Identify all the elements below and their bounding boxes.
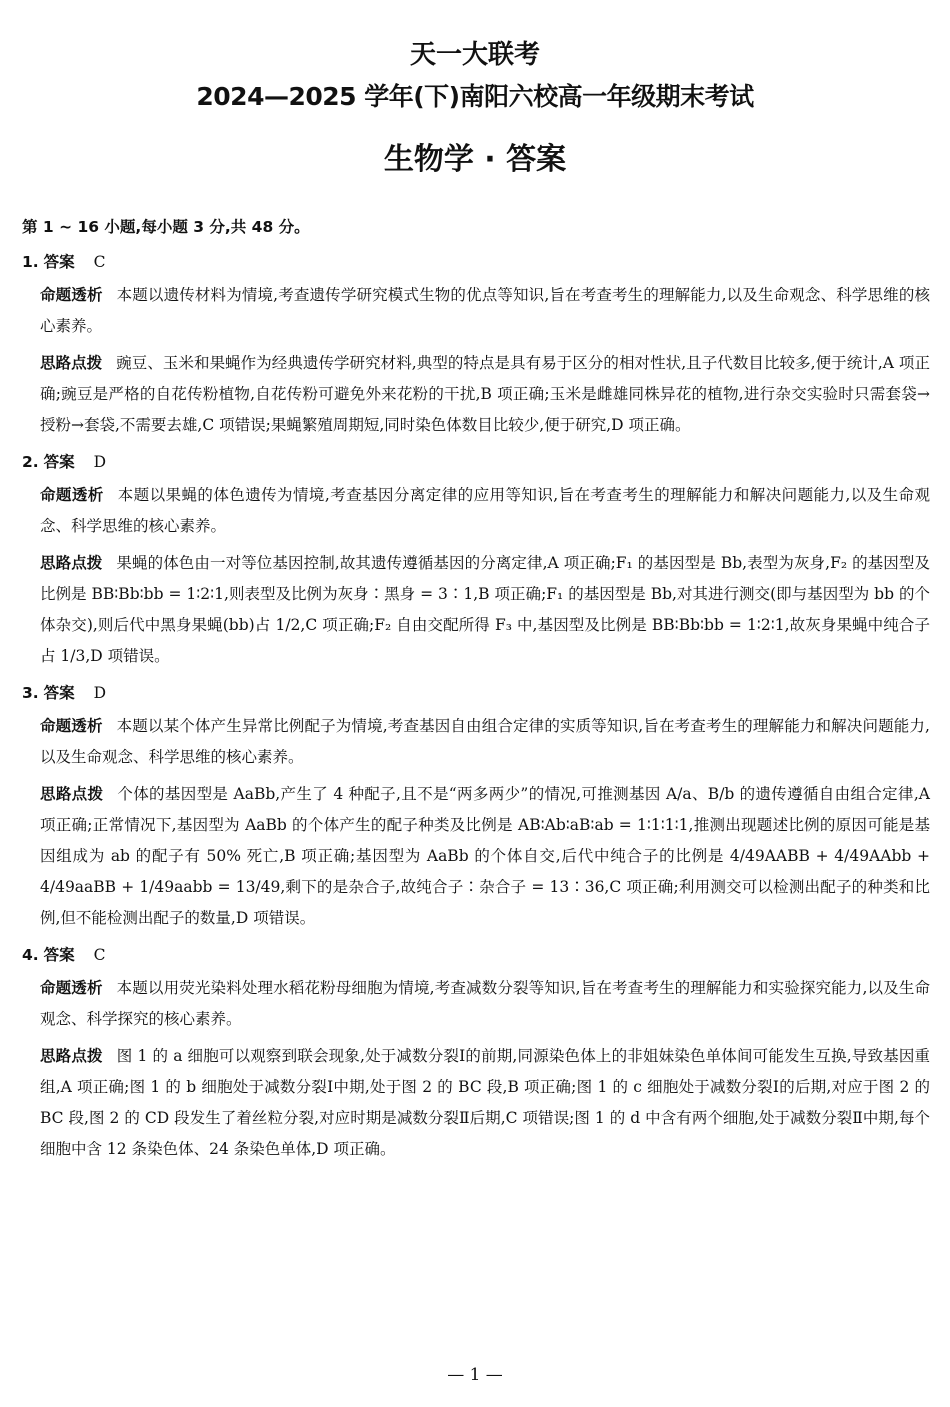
hint-paragraph [22, 348, 930, 441]
analysis-paragraph [22, 711, 930, 773]
answer-label: 答案 [43, 684, 75, 702]
hint-text: 图 1 的 a 细胞可以观察到联会现象,处于减数分裂Ⅰ的前期,同源染色体上的非姐妹染色单体间可能发生互换,导致基因重组,A 项正确;图 1 的 b 细胞处于减数分裂Ⅰ中期,处于图 2 的 BC 段,B 项正确;图 1 的 c 细胞处于减数分裂Ⅰ的后期,对应于图 2 的 BC 段,图 2 的 CD 段发生了着丝粒分裂,对应时期是减数分裂Ⅱ后期,C 项错误;图 1 的 d 中含有两个细胞,处于减数分裂Ⅱ中期,每个细胞中含 12 条染色体、24 条染色单体,D 项正确。 [40, 1047, 930, 1158]
analysis-label: 命题透析 [40, 286, 103, 304]
answer-value: C [93, 253, 106, 271]
question-number: 2. [22, 453, 39, 471]
question-header [22, 447, 930, 478]
hint-label: 思路点拨 [40, 785, 104, 803]
analysis-paragraph [22, 973, 930, 1035]
hint-text: 豌豆、玉米和果蝇作为经典遗传学研究材料,典型的特点是具有易于区分的相对性状,且子代数目比较多,便于统计,A 项正确;豌豆是严格的自花传粉植物,自花传粉可避免外来花粉的干扰,B 项正确;玉米是雌雄同株异花的植物,进行杂交实验时只需套袋→授粉→套袋,不需要去雄,C 项错误;果蝇繁殖周期短,同时染色体数目比较少,便于研究,D 项正确。 [40, 354, 930, 434]
answer-value: D [93, 684, 107, 702]
analysis-paragraph [22, 480, 930, 542]
exam-series-title: 天一大联考 [409, 40, 540, 70]
question-number: 3. [22, 684, 39, 702]
question-block-1 [22, 247, 930, 441]
answer-label: 答案 [43, 453, 75, 471]
analysis-text: 本题以遗传材料为情境,考查遗传学研究模式生物的优点等知识,旨在考查考生的理解能力,以及生命观念、科学思维的核心素养。 [40, 286, 930, 335]
section-note: 第 1 ~ 16 小题,每小题 3 分,共 48 分。 [22, 218, 310, 236]
analysis-text: 本题以某个体产生异常比例配子为情境,考查基因自由组合定律的实质等知识,旨在考查考生的理解能力和解决问题能力,以及生命观念、科学思维的核心素养。 [40, 717, 930, 766]
question-block-3 [22, 678, 930, 934]
page-number: — 1 — [447, 1365, 503, 1385]
hint-text: 个体的基因型是 AaBb,产生了 4 种配子,且不是“两多两少”的情况,可推测基因 A/a、B/b 的遗传遵循自由组合定律,A 项正确;正常情况下,基因型为 AaBb 的个体产生的配子种类及比例是 AB∶Ab∶aB∶ab = 1∶1∶1∶1,推测出现题述比例的原因可能是基因组成为 ab 的配子有 50% 死亡,B 项正确;基因型为 AaBb 的个体自交,后代中纯合子的比例是 4/49AABB + 4/49AAbb + 4/49aaBB + 1/49aabb = 13/49,剩下的是杂合子,故纯合子∶杂合子 = 13∶36,C 项正确;利用测交可以检测出配子的种类和比例,但不能检测出配子的数量,D 项错误。 [40, 785, 930, 927]
analysis-text: 本题以果蝇的体色遗传为情境,考查基因分离定律的应用等知识,旨在考查考生的理解能力和解决问题能力,以及生命观念、科学思维的核心素养。 [40, 486, 930, 535]
analysis-paragraph [22, 280, 930, 342]
analysis-label: 命题透析 [40, 486, 104, 504]
question-number: 1. [22, 253, 39, 271]
question-block-2 [22, 447, 930, 672]
hint-paragraph [22, 548, 930, 672]
analysis-label: 命题透析 [40, 717, 103, 735]
exam-title: 2024—2025 学年(下)南阳六校高一年级期末考试 [196, 82, 754, 111]
subject-title: 生物学 · 答案 [383, 142, 567, 177]
answer-label: 答案 [43, 946, 75, 964]
hint-paragraph [22, 1041, 930, 1165]
question-header [22, 940, 930, 971]
answer-label: 答案 [43, 253, 75, 271]
answer-content [22, 212, 930, 1171]
hint-label: 思路点拨 [40, 554, 103, 572]
question-number: 4. [22, 946, 39, 964]
answer-value: D [93, 453, 107, 471]
question-header [22, 247, 930, 278]
hint-label: 思路点拨 [40, 1047, 103, 1065]
question-block-4 [22, 940, 930, 1165]
hint-label: 思路点拨 [40, 354, 103, 372]
answer-value: C [93, 946, 106, 964]
hint-text: 果蝇的体色由一对等位基因控制,故其遗传遵循基因的分离定律,A 项正确;F₁ 的基因型是 Bb,表型为灰身,F₂ 的基因型及比例是 BB∶Bb∶bb = 1∶2∶1,则表型及比例为灰身∶黑身 = 3∶1,B 项正确;F₁ 的基因型是 Bb,对其进行测交(即与基因型为 bb 的个体杂交),则后代中黑身果蝇(bb)占 1/2,C 项正确;F₂ 自由交配所得 F₃ 中,基因型及比例是 BB∶Bb∶bb = 1∶2∶1,故灰身果蝇中纯合子占 1/3,D 项错误。 [40, 554, 930, 665]
hint-paragraph [22, 779, 930, 934]
question-header [22, 678, 930, 709]
analysis-text: 本题以用荧光染料处理水稻花粉母细胞为情境,考查减数分裂等知识,旨在考查考生的理解能力和实验探究能力,以及生命观念、科学探究的核心素养。 [40, 979, 930, 1028]
analysis-label: 命题透析 [40, 979, 103, 997]
